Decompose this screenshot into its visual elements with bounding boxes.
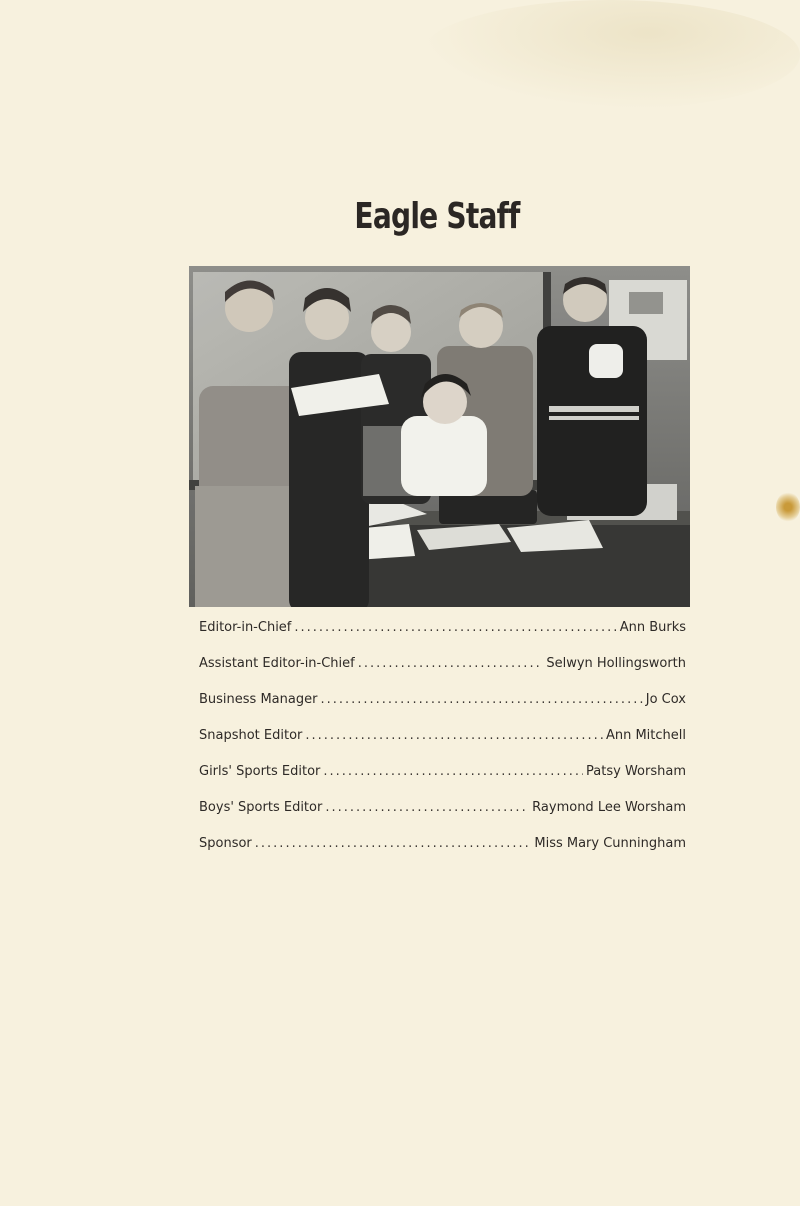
staff-role: Assistant Editor-in-Chief bbox=[199, 656, 355, 671]
staff-row bbox=[199, 728, 686, 764]
page-title: Eagle Staff bbox=[354, 196, 520, 237]
dot-leader bbox=[325, 800, 529, 815]
staff-name: Selwyn Hollingsworth bbox=[546, 656, 686, 671]
staff-role: Editor-in-Chief bbox=[199, 620, 292, 635]
staff-role: Boys' Sports Editor bbox=[199, 800, 323, 815]
staff-name: Raymond Lee Worsham bbox=[532, 800, 686, 815]
staff-name: Jo Cox bbox=[645, 692, 686, 707]
dot-leader bbox=[320, 692, 642, 707]
dot-leader bbox=[255, 836, 532, 851]
staff-name: Patsy Worsham bbox=[586, 764, 686, 779]
staff-role: Sponsor bbox=[199, 836, 252, 851]
dot-leader bbox=[294, 620, 616, 635]
staff-row bbox=[199, 764, 686, 800]
staff-name: Miss Mary Cunningham bbox=[534, 836, 686, 851]
staff-list bbox=[199, 620, 686, 872]
dot-leader bbox=[358, 656, 544, 671]
staff-role: Business Manager bbox=[199, 692, 318, 707]
staff-row bbox=[199, 692, 686, 728]
staff-name: Ann Mitchell bbox=[605, 728, 686, 743]
dot-leader bbox=[323, 764, 583, 779]
staff-role: Snapshot Editor bbox=[199, 728, 303, 743]
staff-row bbox=[199, 620, 686, 656]
dot-leader bbox=[305, 728, 603, 743]
staff-name: Ann Burks bbox=[619, 620, 686, 635]
staff-photo-image bbox=[189, 266, 690, 607]
staff-row bbox=[199, 800, 686, 836]
staff-group-photo bbox=[189, 266, 690, 607]
staff-row bbox=[199, 836, 686, 872]
staff-role: Girls' Sports Editor bbox=[199, 764, 321, 779]
paper-stain bbox=[420, 0, 800, 110]
staff-row bbox=[199, 656, 686, 692]
paper-stain bbox=[776, 492, 800, 522]
